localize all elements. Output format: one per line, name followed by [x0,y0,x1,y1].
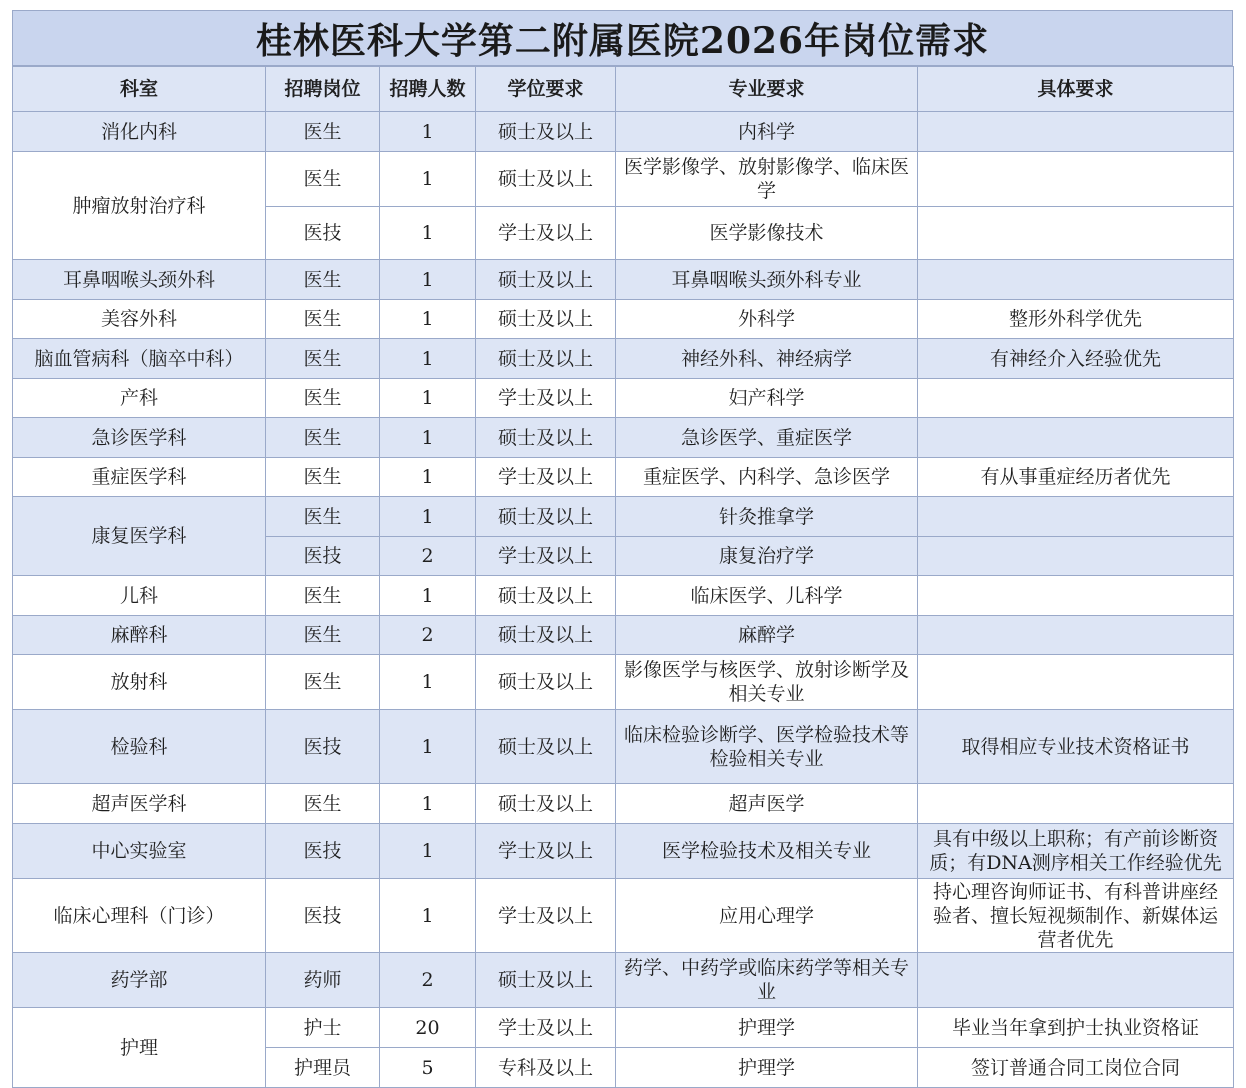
cell-count: 1 [380,152,476,207]
table-row [13,824,1234,879]
cell-dept: 护理 [13,1008,266,1088]
table-row [13,1008,1234,1048]
cell-dept: 消化内科 [13,112,266,152]
cell-count: 1 [380,655,476,710]
cell-count: 1 [380,710,476,784]
cell-post: 医生 [266,458,380,497]
cell-count: 1 [380,418,476,458]
cell-degree: 学士及以上 [476,1008,616,1048]
cell-degree: 学士及以上 [476,537,616,576]
cell-count: 1 [380,576,476,616]
cell-post: 医生 [266,497,380,537]
cell-degree: 硕士及以上 [476,784,616,824]
cell-major: 影像医学与核医学、放射诊断学及相关专业 [616,655,918,710]
cell-degree: 硕士及以上 [476,497,616,537]
cell-degree: 学士及以上 [476,824,616,879]
cell-requirement: 签订普通合同工岗位合同 [918,1048,1234,1088]
cell-major: 超声医学 [616,784,918,824]
cell-dept: 急诊医学科 [13,418,266,458]
cell-count: 5 [380,1048,476,1088]
cell-degree: 学士及以上 [476,458,616,497]
table-row [13,784,1234,824]
cell-degree: 学士及以上 [476,879,616,953]
cell-degree: 硕士及以上 [476,576,616,616]
cell-dept: 脑血管病科（脑卒中科） [13,339,266,379]
cell-major: 麻醉学 [616,616,918,655]
table-row [13,576,1234,616]
cell-post: 医生 [266,576,380,616]
cell-requirement [918,953,1234,1008]
cell-dept: 药学部 [13,953,266,1008]
cell-requirement [918,497,1234,537]
cell-post: 医技 [266,207,380,260]
cell-post: 医生 [266,260,380,300]
cell-requirement: 毕业当年拿到护士执业资格证 [918,1008,1234,1048]
cell-requirement [918,207,1234,260]
table-row [13,458,1234,497]
cell-dept: 放射科 [13,655,266,710]
cell-major: 临床检验诊断学、医学检验技术等检验相关专业 [616,710,918,784]
cell-count: 20 [380,1008,476,1048]
cell-count: 1 [380,339,476,379]
col-header-dept: 科室 [13,67,266,112]
cell-degree: 硕士及以上 [476,616,616,655]
cell-degree: 学士及以上 [476,207,616,260]
recruitment-table [12,66,1234,1088]
cell-major: 护理学 [616,1008,918,1048]
cell-major: 护理学 [616,1048,918,1088]
cell-major: 针灸推拿学 [616,497,918,537]
cell-major: 外科学 [616,300,918,339]
cell-post: 医技 [266,879,380,953]
cell-count: 1 [380,207,476,260]
cell-major: 临床医学、儿科学 [616,576,918,616]
cell-dept: 产科 [13,379,266,418]
table-row [13,879,1234,953]
cell-requirement [918,418,1234,458]
cell-major: 耳鼻咽喉头颈外科专业 [616,260,918,300]
cell-requirement [918,379,1234,418]
cell-dept: 检验科 [13,710,266,784]
col-header-count: 招聘人数 [380,67,476,112]
table-row [13,616,1234,655]
cell-dept: 美容外科 [13,300,266,339]
cell-count: 2 [380,616,476,655]
cell-requirement [918,576,1234,616]
cell-major: 应用心理学 [616,879,918,953]
table-row [13,260,1234,300]
cell-requirement: 整形外科学优先 [918,300,1234,339]
cell-major: 医学影像学、放射影像学、临床医学 [616,152,918,207]
table-row [13,339,1234,379]
cell-post: 医技 [266,537,380,576]
cell-major: 妇产科学 [616,379,918,418]
cell-major: 重症医学、内科学、急诊医学 [616,458,918,497]
cell-post: 医生 [266,152,380,207]
cell-degree: 硕士及以上 [476,710,616,784]
cell-degree: 硕士及以上 [476,339,616,379]
cell-count: 2 [380,953,476,1008]
cell-requirement: 具有中级以上职称；有产前诊断资质；有DNA测序相关工作经验优先 [918,824,1234,879]
cell-count: 1 [380,112,476,152]
cell-requirement [918,112,1234,152]
cell-count: 1 [380,824,476,879]
cell-count: 1 [380,300,476,339]
cell-count: 1 [380,379,476,418]
cell-post: 医生 [266,339,380,379]
cell-requirement: 持心理咨询师证书、有科普讲座经验者、擅长短视频制作、新媒体运营者优先 [918,879,1234,953]
cell-dept: 临床心理科（门诊） [13,879,266,953]
cell-post: 护理员 [266,1048,380,1088]
cell-major: 医学影像技术 [616,207,918,260]
header-row [13,67,1234,112]
cell-count: 1 [380,879,476,953]
cell-dept: 耳鼻咽喉头颈外科 [13,260,266,300]
cell-requirement [918,537,1234,576]
cell-post: 医生 [266,379,380,418]
cell-degree: 硕士及以上 [476,112,616,152]
cell-major: 内科学 [616,112,918,152]
col-header-major: 专业要求 [616,67,918,112]
col-header-degree: 学位要求 [476,67,616,112]
cell-requirement: 有神经介入经验优先 [918,339,1234,379]
table-row [13,300,1234,339]
cell-count: 1 [380,260,476,300]
cell-post: 药师 [266,953,380,1008]
cell-dept: 麻醉科 [13,616,266,655]
table-row [13,112,1234,152]
cell-major: 急诊医学、重症医学 [616,418,918,458]
table-row [13,418,1234,458]
cell-requirement [918,152,1234,207]
col-header-post: 招聘岗位 [266,67,380,112]
cell-post: 医生 [266,655,380,710]
cell-post: 医生 [266,418,380,458]
cell-post: 护士 [266,1008,380,1048]
col-header-requirement: 具体要求 [918,67,1234,112]
cell-degree: 硕士及以上 [476,418,616,458]
cell-dept: 重症医学科 [13,458,266,497]
cell-post: 医技 [266,824,380,879]
cell-count: 2 [380,537,476,576]
cell-count: 1 [380,784,476,824]
cell-degree: 学士及以上 [476,379,616,418]
cell-degree: 硕士及以上 [476,300,616,339]
cell-post: 医生 [266,616,380,655]
cell-post: 医生 [266,112,380,152]
sheet-title: 桂林医科大学第二附属医院2026年岗位需求 [12,10,1233,66]
cell-degree: 专科及以上 [476,1048,616,1088]
cell-requirement [918,616,1234,655]
table-row [13,379,1234,418]
cell-degree: 硕士及以上 [476,953,616,1008]
cell-requirement: 有从事重症经历者优先 [918,458,1234,497]
cell-post: 医生 [266,300,380,339]
cell-dept: 超声医学科 [13,784,266,824]
cell-degree: 硕士及以上 [476,260,616,300]
cell-major: 药学、中药学或临床药学等相关专业 [616,953,918,1008]
cell-degree: 硕士及以上 [476,152,616,207]
cell-post: 医生 [266,784,380,824]
table-row [13,152,1234,207]
table-row [13,497,1234,537]
cell-dept: 儿科 [13,576,266,616]
cell-requirement [918,655,1234,710]
recruitment-sheet [12,10,1233,1088]
cell-dept: 中心实验室 [13,824,266,879]
table-row [13,655,1234,710]
table-row [13,710,1234,784]
cell-requirement [918,784,1234,824]
cell-requirement: 取得相应专业技术资格证书 [918,710,1234,784]
cell-dept: 康复医学科 [13,497,266,576]
cell-major: 医学检验技术及相关专业 [616,824,918,879]
cell-requirement [918,260,1234,300]
cell-count: 1 [380,458,476,497]
cell-major: 神经外科、神经病学 [616,339,918,379]
cell-major: 康复治疗学 [616,537,918,576]
cell-degree: 硕士及以上 [476,655,616,710]
cell-count: 1 [380,497,476,537]
cell-dept: 肿瘤放射治疗科 [13,152,266,260]
cell-post: 医技 [266,710,380,784]
table-row [13,953,1234,1008]
